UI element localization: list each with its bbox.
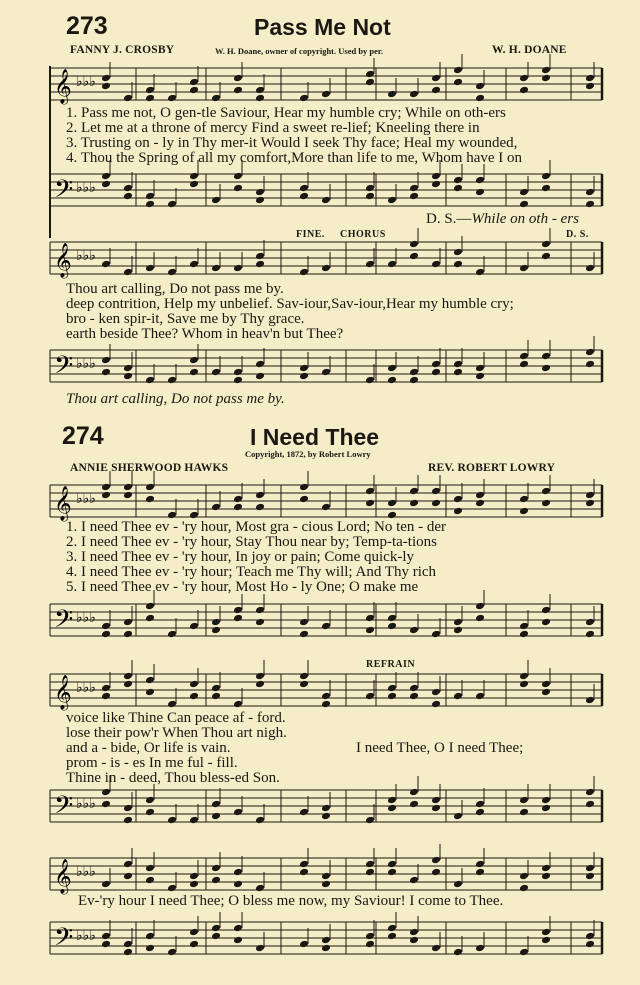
refrain-mark: REFRAIN: [366, 659, 416, 670]
lyric-line: Thine in - deed, Thou bless-ed Son.: [66, 770, 280, 786]
verse-line: 4. I need Thee ev - 'ry hour; Teach me Thy will; And Thy rich: [66, 564, 437, 580]
svg-text:𝄢: 𝄢: [54, 351, 74, 386]
music-staff: [46, 483, 606, 523]
composer-credit: W. H. DOANE: [492, 44, 567, 56]
svg-text:♭♭♭: ♭♭♭: [76, 928, 96, 944]
music-staff: [46, 240, 606, 280]
refrain-lyric: I need Thee, O I need Thee;: [356, 740, 524, 756]
lyric-line: deep contrition, Help my unbelief. Sav-iour,Sav-iour,Hear my humble cry;: [66, 296, 514, 312]
verse-line: 1. I need Thee ev - 'ry hour, Most gra - cious Lord; No ten - der: [66, 519, 447, 535]
lyric-line: lose their pow'r When Thou art nigh.: [66, 725, 287, 741]
music-staff: [46, 672, 606, 712]
hymn-number: 273: [66, 12, 108, 40]
svg-text:𝄞: 𝄞: [54, 675, 72, 710]
hymn-title: Pass Me Not: [254, 14, 391, 40]
svg-text:♭♭♭: ♭♭♭: [76, 491, 96, 507]
svg-text:♭♭♭: ♭♭♭: [76, 180, 96, 196]
ds-lyric: While on oth - ers: [471, 211, 579, 227]
svg-text:𝄢: 𝄢: [54, 923, 74, 958]
lyric-line: prom - is - es In me ful - fill.: [66, 755, 238, 771]
lyric-line: Thou art calling, Do not pass me by.: [66, 281, 284, 297]
svg-text:𝄞: 𝄞: [54, 69, 72, 104]
lyric-line: Ev-'ry hour I need Thee; O bless me now, my Saviour! I come to Thee.: [78, 893, 504, 909]
svg-text:♭♭♭: ♭♭♭: [76, 74, 96, 90]
music-staff: [46, 788, 606, 828]
svg-text:♭♭♭: ♭♭♭: [76, 248, 96, 264]
ds-direction: [426, 212, 579, 227]
author-credit: FANNY J. CROSBY: [70, 44, 175, 56]
verse-line: 2. Let me at a throne of mercy Find a sweet re-lief; Kneeling there in: [66, 120, 480, 136]
author-credit: ANNIE SHERWOOD HAWKS: [70, 462, 229, 474]
ds-label: D. S.—: [426, 211, 472, 227]
chorus-mark: CHORUS: [340, 229, 386, 240]
copyright-note: Copyright, 1872, by Robert Lowry: [245, 449, 371, 459]
fine-mark: FINE.: [296, 229, 325, 240]
hymn-title: I Need Thee: [250, 424, 380, 450]
svg-text:♭♭♭: ♭♭♭: [76, 356, 96, 372]
music-staff: [46, 66, 606, 106]
verse-line: 2. I need Thee ev - 'ry hour, Stay Thou near by; Temp-ta-tions: [66, 534, 437, 550]
composer-credit: REV. ROBERT LOWRY: [428, 462, 556, 474]
ds-mark: D. S.: [566, 229, 589, 240]
lyric-line: bro - ken spir-it, Save me by Thy grace.: [66, 311, 305, 327]
svg-text:𝄢: 𝄢: [54, 175, 74, 210]
verse-line: 4. Thou the Spring of all my comfort,More than life to me, Whom have I on: [66, 150, 523, 166]
music-staff: [46, 172, 606, 212]
svg-text:♭♭♭: ♭♭♭: [76, 796, 96, 812]
verse-line: 1. Pass me not, O gen-tle Saviour, Hear my humble cry; While on oth-ers: [66, 105, 506, 121]
hymn-number: 274: [62, 422, 104, 450]
verse-line: 3. I need Thee ev - 'ry hour, In joy or pain; Come quick-ly: [66, 549, 414, 565]
lyric-line: voice like Thine Can peace af - ford.: [66, 710, 286, 726]
svg-text:𝄢: 𝄢: [54, 791, 74, 826]
verse-line: 3. Trusting on - ly in Thy mer-it Would I seek Thy face; Heal my wounded,: [66, 135, 518, 151]
verse-line: 5. I need Thee ev - 'ry hour, Most Ho - ly One; O make me: [66, 579, 419, 595]
svg-text:𝄞: 𝄞: [54, 859, 72, 894]
svg-text:♭♭♭: ♭♭♭: [76, 680, 96, 696]
lyric-line: and a - bide, Or life is vain.: [66, 740, 231, 756]
music-staff: [46, 602, 606, 642]
footer-lyric: Thou art calling, Do not pass me by.: [66, 391, 285, 407]
svg-text:𝄢: 𝄢: [54, 605, 74, 640]
music-staff: [46, 856, 606, 896]
lyric-line: earth beside Thee? Whom in heav'n but Thee?: [66, 326, 344, 342]
svg-text:♭♭♭: ♭♭♭: [76, 610, 96, 626]
copyright-note: W. H. Doane, owner of copyright. Used by per.: [215, 46, 384, 56]
svg-text:𝄞: 𝄞: [54, 486, 72, 521]
svg-text:𝄞: 𝄞: [54, 243, 72, 278]
music-staff: [46, 348, 606, 388]
music-staff: [46, 920, 606, 960]
svg-text:♭♭♭: ♭♭♭: [76, 864, 96, 880]
